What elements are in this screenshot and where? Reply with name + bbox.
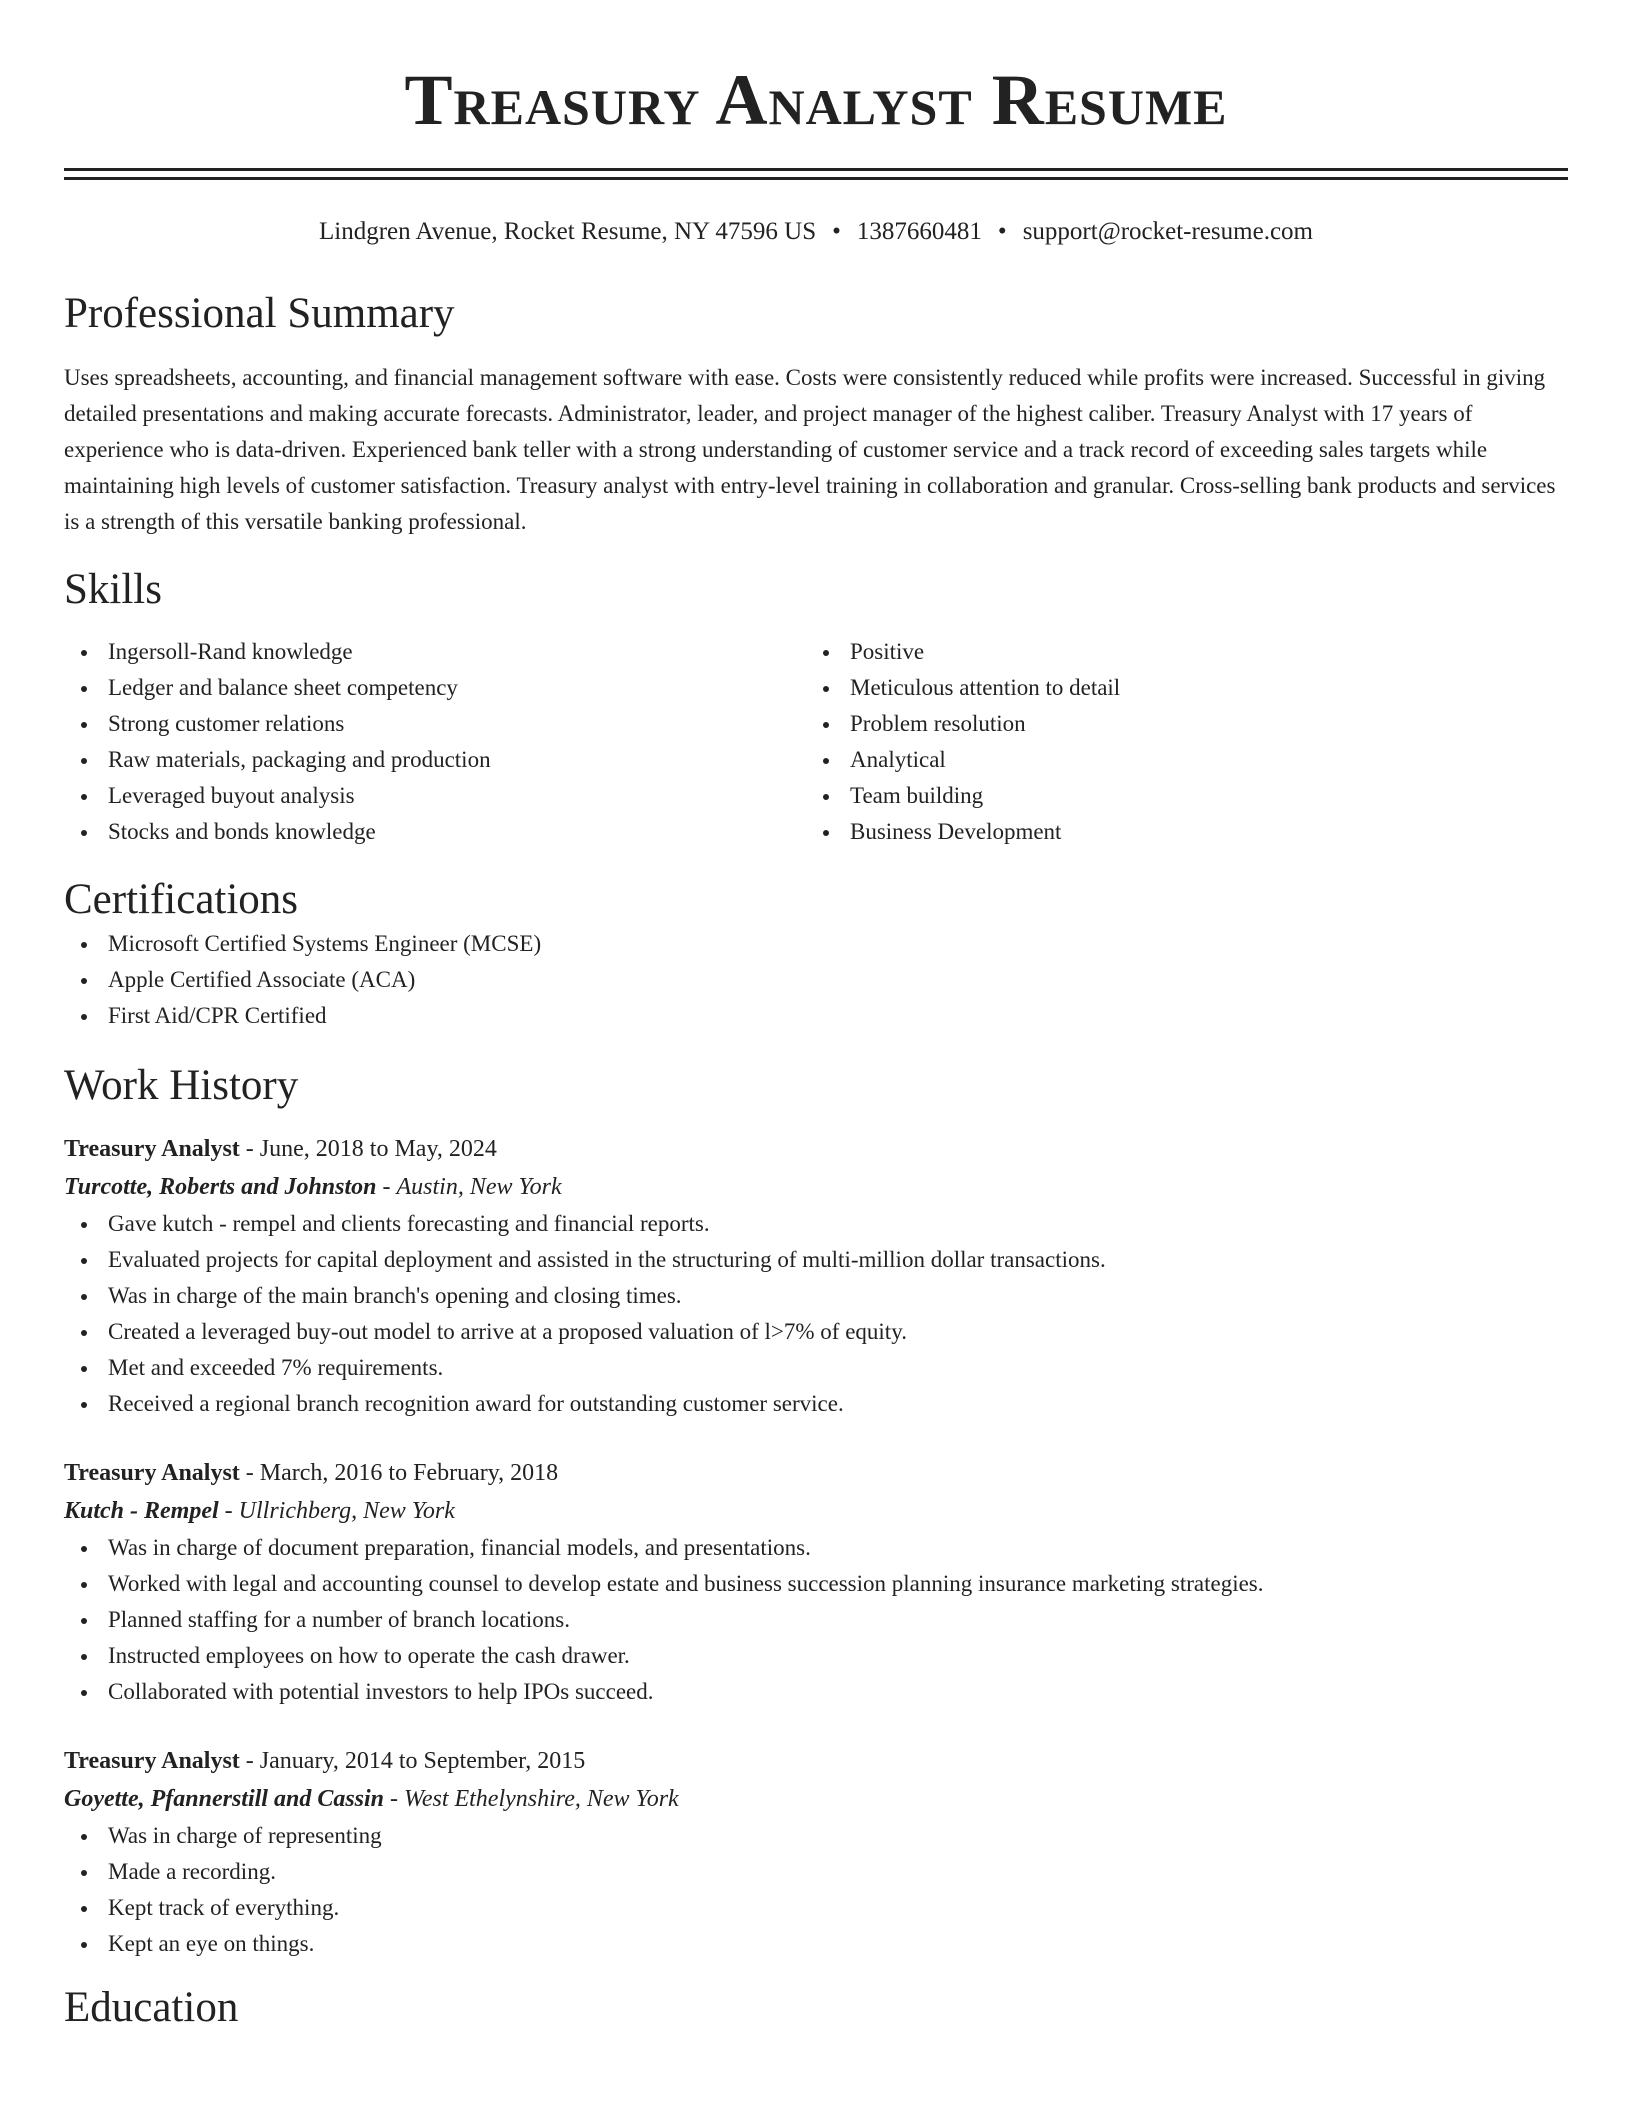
job-duty: Was in charge of document preparation, financial models, and presentations. xyxy=(108,1530,1568,1566)
contact-email: support@rocket-resume.com xyxy=(1022,218,1313,245)
skills-column-left xyxy=(64,634,806,850)
job-duty: Evaluated projects for capital deployment and assisted in the structuring of multi-million dollar transactions. xyxy=(108,1242,1568,1278)
job-duty: Met and exceeded 7% requirements. xyxy=(108,1350,1568,1386)
skill-item: Team building xyxy=(850,778,1548,814)
job-company: Goyette, Pfannerstill and Cassin xyxy=(64,1786,385,1812)
job-location: Ullrichberg, New York xyxy=(238,1498,455,1524)
contact-line xyxy=(64,216,1568,248)
job-role: Treasury Analyst xyxy=(64,1136,240,1162)
job-duty: Was in charge of the main branch's opening and closing times. xyxy=(108,1278,1568,1314)
job-entry xyxy=(64,1454,1568,1710)
certification-item: First Aid/CPR Certified xyxy=(108,998,1568,1034)
job-company: Turcotte, Roberts and Johnston xyxy=(64,1174,377,1200)
job-location: Austin, New York xyxy=(396,1174,562,1200)
job-duty: Worked with legal and accounting counsel to develop estate and business succession planning insurance marketing strategies. xyxy=(108,1566,1568,1602)
job-dates: January, 2014 to September, 2015 xyxy=(259,1748,586,1774)
job-entry xyxy=(64,1742,1568,1962)
job-duties-list xyxy=(64,1206,1568,1422)
job-duty: Was in charge of representing xyxy=(108,1818,1568,1854)
job-duty: Collaborated with potential investors to help IPOs succeed. xyxy=(108,1674,1568,1710)
job-duties-list xyxy=(64,1530,1568,1710)
skill-item: Leveraged buyout analysis xyxy=(108,778,806,814)
job-title-line: Treasury Analyst - January, 2014 to September, 2015 xyxy=(64,1748,586,1774)
job-role: Treasury Analyst xyxy=(64,1748,240,1774)
contact-address: Lindgren Avenue, Rocket Resume, NY 47596 US xyxy=(319,218,817,245)
job-duty: Received a regional branch recognition award for outstanding customer service. xyxy=(108,1386,1568,1422)
job-location: West Ethelynshire, New York xyxy=(404,1786,679,1812)
contact-separator: • xyxy=(832,218,841,245)
job-duty: Kept track of everything. xyxy=(108,1890,1568,1926)
job-entry xyxy=(64,1130,1568,1422)
job-title-line: Treasury Analyst - June, 2018 to May, 2024 xyxy=(64,1136,497,1162)
summary-heading: Professional Summary xyxy=(64,290,455,337)
skill-item: Meticulous attention to detail xyxy=(850,670,1548,706)
job-duty: Made a recording. xyxy=(108,1854,1568,1890)
skill-item: Strong customer relations xyxy=(108,706,806,742)
summary-text: Uses spreadsheets, accounting, and financial management software with ease. Costs were consistently reduced while profits were increased. Successful in giving detailed presentations and making accurate forecasts. Administrator, leader, and project manager of the highest caliber. Treasury Analyst with 17 years of experience who is data-driven. Experienced bank teller with a strong understanding of customer service and a track record of exceeding sales targets while maintaining high levels of customer satisfaction. Treasury analyst with entry-level training in collaboration and granular. Cross-selling bank products and services is a strength of this versatile banking professional. xyxy=(64,365,1556,534)
skill-item: Raw materials, packaging and production xyxy=(108,742,806,778)
skill-item: Business Development xyxy=(850,814,1548,850)
job-duty: Instructed employees on how to operate the cash drawer. xyxy=(108,1638,1568,1674)
skill-item: Ledger and balance sheet competency xyxy=(108,670,806,706)
skills-heading: Skills xyxy=(64,566,162,613)
skill-item: Ingersoll-Rand knowledge xyxy=(108,634,806,670)
certification-item: Apple Certified Associate (ACA) xyxy=(108,962,1568,998)
skill-item: Analytical xyxy=(850,742,1548,778)
title-divider-bottom xyxy=(64,177,1568,180)
job-duty: Gave kutch - rempel and clients forecasting and financial reports. xyxy=(108,1206,1568,1242)
job-company-line: Turcotte, Roberts and Johnston - Austin, New York xyxy=(64,1174,562,1200)
job-duty: Kept an eye on things. xyxy=(108,1926,1568,1962)
job-title-line: Treasury Analyst - March, 2016 to February, 2018 xyxy=(64,1460,559,1486)
job-duty: Created a leveraged buy-out model to arrive at a proposed valuation of l>7% of equity. xyxy=(108,1314,1568,1350)
skills-column-right xyxy=(806,634,1548,850)
work-history-heading: Work History xyxy=(64,1062,299,1109)
job-role: Treasury Analyst xyxy=(64,1460,240,1486)
job-company: Kutch - Rempel xyxy=(64,1498,219,1524)
job-duty: Planned staffing for a number of branch locations. xyxy=(108,1602,1568,1638)
resume-page xyxy=(64,0,1568,2034)
certifications-heading: Certifications xyxy=(64,876,299,923)
job-company-line: Kutch - Rempel - Ullrichberg, New York xyxy=(64,1498,455,1524)
skills-list xyxy=(64,634,1568,850)
job-duties-list xyxy=(64,1818,1568,1962)
job-company-line: Goyette, Pfannerstill and Cassin - West Ethelynshire, New York xyxy=(64,1786,679,1812)
title-divider-top xyxy=(64,168,1568,171)
job-dates: March, 2016 to February, 2018 xyxy=(259,1460,559,1486)
job-dates: June, 2018 to May, 2024 xyxy=(259,1136,497,1162)
skill-item: Stocks and bonds knowledge xyxy=(108,814,806,850)
contact-phone: 1387660481 xyxy=(856,218,982,245)
certifications-list xyxy=(64,926,1568,1034)
education-heading: Education xyxy=(64,1984,239,2031)
contact-separator: • xyxy=(997,218,1007,245)
certification-item: Microsoft Certified Systems Engineer (MCSE) xyxy=(108,926,1568,962)
resume-title: Treasury Analyst Resume xyxy=(404,60,1228,140)
skill-item: Positive xyxy=(850,634,1548,670)
skill-item: Problem resolution xyxy=(850,706,1548,742)
